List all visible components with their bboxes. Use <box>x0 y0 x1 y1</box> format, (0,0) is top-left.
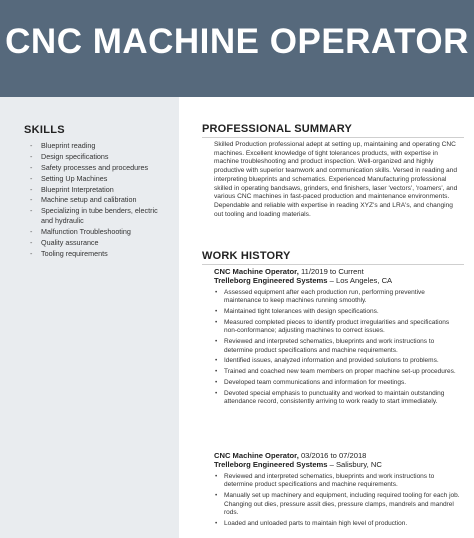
skills-heading: SKILLS <box>24 124 65 136</box>
job-bullet: • Loaded and unloaded parts to maintain high level of production. <box>214 520 462 528</box>
skill-item: - Malfunction Troubleshooting <box>30 227 170 237</box>
job-bullet: • Trained and coached new team members on proper machine set-up procedures. <box>214 368 462 376</box>
job-dates: 11/2019 to Current <box>298 267 364 276</box>
resume-title: CNC MACHINE OPERATOR <box>5 22 469 61</box>
skills-list <box>30 141 170 260</box>
job-location: – Los Angeles, CA <box>327 276 393 286</box>
job-location: – Salisbury, NC <box>327 460 382 470</box>
skill-item: - Blueprint reading <box>30 141 170 151</box>
job-bullets <box>214 289 462 409</box>
job-dates: 03/2016 to 07/2018 <box>298 451 367 460</box>
job-title: CNC Machine Operator, <box>214 451 299 460</box>
job-bullet: • Manually set up machinery and equipment, including required tooling for each job. Changing out dies, pressure assit dies, pressure clamps, mandrels and mandrel rods. <box>214 492 462 517</box>
section-divider <box>202 137 464 138</box>
section-divider <box>202 264 464 265</box>
job-bullet: • Reviewed and interpreted schematics, blueprints and work instructions to determine product specifications and machine requirements. <box>214 473 462 490</box>
skill-item: - Design specifications <box>30 152 170 162</box>
job-header <box>214 267 464 285</box>
sidebar <box>0 97 179 538</box>
work-history-heading: WORK HISTORY <box>202 250 291 262</box>
skill-item: - Quality assurance <box>30 238 170 248</box>
skill-item: - Setting Up Machines <box>30 174 170 184</box>
job-bullet: • Maintained tight tolerances with design specifications. <box>214 308 462 316</box>
resume-header <box>0 0 474 97</box>
job-bullet: • Assessed equipment after each production run, performing preventive maintenance to keep machines running smoothly. <box>214 289 462 306</box>
skill-item: - Tooling requirements <box>30 249 170 259</box>
job-bullet: • Reviewed and interpreted schematics, blueprints and work instructions to determine product specifications and machine requirements. <box>214 338 462 355</box>
job-header <box>214 451 464 469</box>
skill-item: - Blueprint Interpretation <box>30 185 170 195</box>
summary-text: Skilled Production professional adept at setting up, maintaining and operating CNC machines. Excellent knowledge of tight tolerances products, with expertise in machine troubleshooting and product inspection. Well-organized and highly productive with superior teamwork and communication skills. Versed in reading and interpreting blueprints and schematics. Experienced Manufacturing professional skilled in operating bandsaws, grinders, end finishers, laser 'vectors', 'roamers', and various CNC machines in fast-paced production and maintenance environments. Dependable and reliable with expertise in reading XYZ's and LRA's, and changing out tooling and loading materials. <box>214 141 458 218</box>
job-company: Trelleborg Engineered Systems <box>214 276 328 286</box>
job-bullets <box>214 473 462 531</box>
summary-heading: PROFESSIONAL SUMMARY <box>202 123 353 135</box>
job-bullet: • Measured completed pieces to identify product irregularities and specifications non-conformance; adjusting machines to correct issues. <box>214 319 462 336</box>
job-title: CNC Machine Operator, <box>214 267 299 276</box>
skill-item: - Specializing in tube benders, electric and hydraulic <box>30 206 170 225</box>
skill-item: - Machine setup and calibration <box>30 195 170 205</box>
job-bullet: • Devoted special emphasis to punctuality and worked to maintain outstanding attendance record, consistently arriving to work ready to start immediately. <box>214 390 462 407</box>
job-bullet: • Developed team communications and information for meetings. <box>214 379 462 387</box>
job-bullet: • Identified issues, analyzed information and provided solutions to problems. <box>214 357 462 365</box>
skill-item: - Safety processes and procedures <box>30 163 170 173</box>
job-company: Trelleborg Engineered Systems <box>214 460 328 470</box>
